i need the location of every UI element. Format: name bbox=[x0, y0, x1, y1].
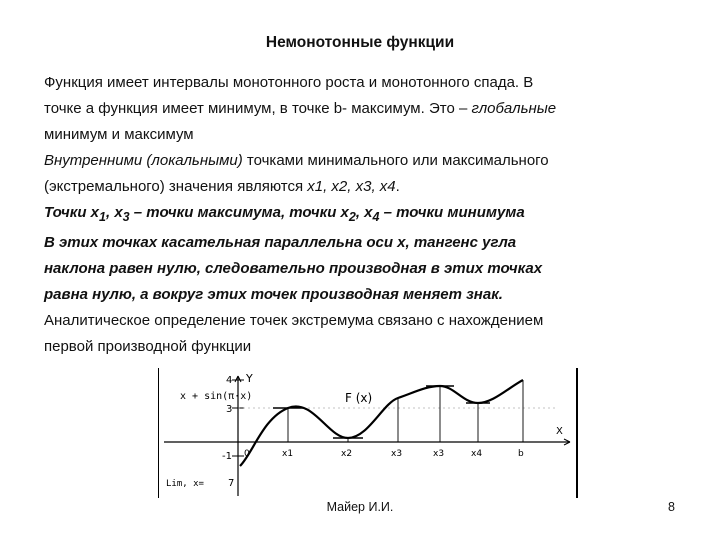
x-tick-label: x3 bbox=[391, 449, 403, 459]
subscript: 4 bbox=[372, 210, 380, 224]
text-line-2 bbox=[44, 96, 694, 122]
text-fragment: – точки минимума bbox=[379, 204, 525, 221]
graph-bottom-right-text: 7 bbox=[228, 478, 235, 489]
x-tick-label: x3 bbox=[433, 449, 445, 459]
extremum-points: x1, x2, x3, x4 bbox=[307, 178, 396, 195]
text-line-8: наклона равен нулю, следовательно производная в этих точках bbox=[44, 260, 543, 277]
text-line-3: минимум и максимум bbox=[44, 126, 194, 143]
global-term: глобальные bbox=[471, 100, 557, 117]
x-tick-label: x2 bbox=[341, 449, 353, 459]
y-tick-label-4: 4 bbox=[226, 375, 233, 386]
function-graph bbox=[158, 368, 578, 498]
slide-body bbox=[44, 70, 694, 360]
text-fragment: точке bbox=[44, 100, 86, 117]
text-fragment: , x bbox=[105, 204, 123, 221]
text-fragment: функция имеет минимум, в точке bbox=[94, 100, 334, 117]
text-line-7: В этих точках касательная параллельна оси х, тангенс угла bbox=[44, 234, 517, 251]
graph-f-label: F (x) bbox=[345, 391, 373, 405]
x-tick-label: x4 bbox=[471, 449, 483, 459]
slide-title: Немонотонные функции bbox=[265, 34, 455, 51]
text-fragment: Точки x bbox=[44, 204, 100, 221]
x-tick-label: 0 bbox=[244, 449, 250, 459]
subscript: 3 bbox=[122, 210, 130, 224]
x-tick-label: x1 bbox=[282, 449, 294, 459]
y-axis-label: Y bbox=[246, 372, 253, 385]
text-fragment: . bbox=[395, 178, 400, 195]
x-axis-label: X bbox=[556, 426, 563, 437]
graph-svg bbox=[158, 368, 578, 498]
text-line-9: равна нулю, а вокруг этих точек производная меняет знак. bbox=[44, 286, 503, 303]
text-line-1: Функция имеет интервалы монотонного роста и монотонного спада. В bbox=[44, 74, 534, 91]
text-line-5 bbox=[44, 174, 694, 200]
footer-author: Майер И.И. bbox=[326, 500, 394, 514]
point-b-label: b- bbox=[333, 100, 348, 117]
text-line-11: первой производной функции bbox=[44, 338, 252, 355]
subscript: 2 bbox=[348, 210, 356, 224]
graph-background bbox=[158, 368, 578, 498]
page-number: 8 bbox=[668, 500, 675, 514]
graph-bottom-left-text: Lim, x= bbox=[166, 479, 204, 489]
text-fragment: , x bbox=[355, 204, 373, 221]
local-term: Внутренними (локальными) bbox=[44, 152, 243, 169]
x-tick-label: b bbox=[518, 449, 524, 459]
subscript: 1 bbox=[99, 210, 106, 224]
text-line-6 bbox=[44, 200, 694, 230]
text-line-10: Аналитическое определение точек экстремума связано с нахождением bbox=[44, 312, 544, 329]
text-line-4 bbox=[44, 148, 694, 174]
graph-formula: x + sin(π·x) bbox=[180, 391, 253, 402]
y-tick-label-minus1: -1 bbox=[222, 451, 232, 462]
text-fragment: точками минимального или максимального bbox=[242, 152, 549, 169]
y-tick-label-3: 3 bbox=[226, 404, 233, 415]
point-a-label: а bbox=[85, 100, 95, 117]
text-fragment: – точки максимума, точки x bbox=[129, 204, 349, 221]
text-fragment: максимум. Это – bbox=[347, 100, 472, 117]
text-fragment: (экстремального) значения являются bbox=[44, 178, 308, 195]
